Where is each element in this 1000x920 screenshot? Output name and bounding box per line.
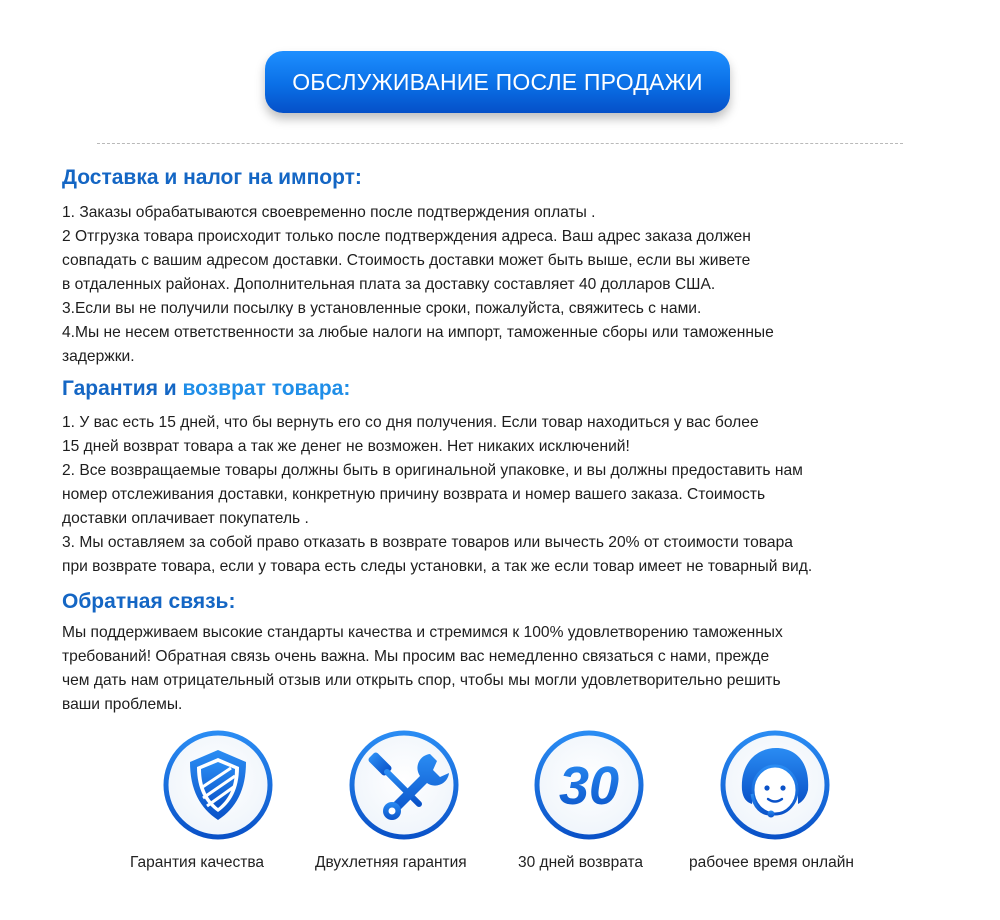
- text-line: 4.Мы не несем ответственности за любые налоги на импорт, таможенные сборы или таможенные: [62, 324, 774, 341]
- feature-label: рабочее время онлайн: [689, 854, 854, 871]
- text-line: 3. Мы оставляем за собой право отказать в возврате товаров или вычесть 20% от стоимости товара: [62, 534, 793, 551]
- section-title-feedback: Обратная связь:: [62, 590, 236, 613]
- section-body-shipping: [62, 201, 774, 369]
- shield-icon: [161, 728, 275, 842]
- text-line: при возврате товара, если у товара есть следы установки, а так же если товар имеет не товарный вид.: [62, 558, 813, 575]
- section-title-shipping: Доставка и налог на импорт:: [62, 166, 362, 189]
- text-line: 3.Если вы не получили посылку в установленные сроки, пожалуйста, свяжитесь с нами.: [62, 300, 702, 317]
- section-title-warranty: [62, 377, 350, 401]
- text-line: 2. Все возвращаемые товары должны быть в оригинальной упаковке, и вы должны предоставить нам: [62, 462, 803, 479]
- feature-label: 30 дней возврата: [518, 854, 644, 871]
- text-line: совпадать с вашим адресом доставки. Стоимость доставки может быть выше, если вы живете: [62, 252, 751, 269]
- text-line: чем дать нам отрицательный отзыв или открыть спор, чтобы мы могли удовлетворительно решить: [62, 672, 781, 689]
- thirty-days-icon: [532, 728, 646, 842]
- text-line: Мы поддерживаем высокие стандарты качества и стремимся к 100% удовлетворению таможенных: [62, 624, 783, 641]
- text-line: требований! Обратная связь очень важна. Мы просим вас немедленно связаться с нами, прежде: [62, 648, 770, 665]
- banner-title: ОБСЛУЖИВАНИЕ ПОСЛЕ ПРОДАЖИ: [292, 68, 703, 95]
- tools-icon: [347, 728, 461, 842]
- section-body-warranty: [62, 411, 812, 579]
- text-line: задержки.: [62, 348, 135, 365]
- section-title-warranty-part2: возврат товара:: [182, 377, 351, 400]
- section-body-feedback: [62, 621, 783, 717]
- feature-label: Гарантия качества: [130, 854, 265, 871]
- support-agent-icon: [718, 728, 832, 842]
- text-line: 1. У вас есть 15 дней, что бы вернуть его со дня получения. Если товар находиться у вас более: [62, 414, 759, 431]
- feature-label: Двухлетняя гарантия: [315, 854, 467, 871]
- text-line: номер отслеживания доставки, конкретную причину возврата и номер вашего заказа. Стоимость: [62, 486, 766, 503]
- text-line: 1. Заказы обрабатываются своевременно после подтверждения оплаты .: [62, 204, 596, 221]
- text-line: ваши проблемы.: [62, 696, 183, 713]
- text-line: 15 дней возврат товара а так же денег не возможен. Нет никаких исключений!: [62, 438, 630, 455]
- text-line: 2 Отгрузка товара происходит только после подтверждения адреса. Ваш адрес заказа должен: [62, 228, 751, 245]
- text-line: в отдаленных районах. Дополнительная плата за доставку составляет 40 долларов США.: [62, 276, 716, 293]
- section-title-warranty-part1: Гарантия и: [62, 377, 183, 400]
- page-banner: [265, 51, 730, 113]
- divider: [97, 143, 903, 144]
- text-line: доставки оплачивает покупатель .: [62, 510, 309, 527]
- thirty-number: 30: [558, 756, 620, 816]
